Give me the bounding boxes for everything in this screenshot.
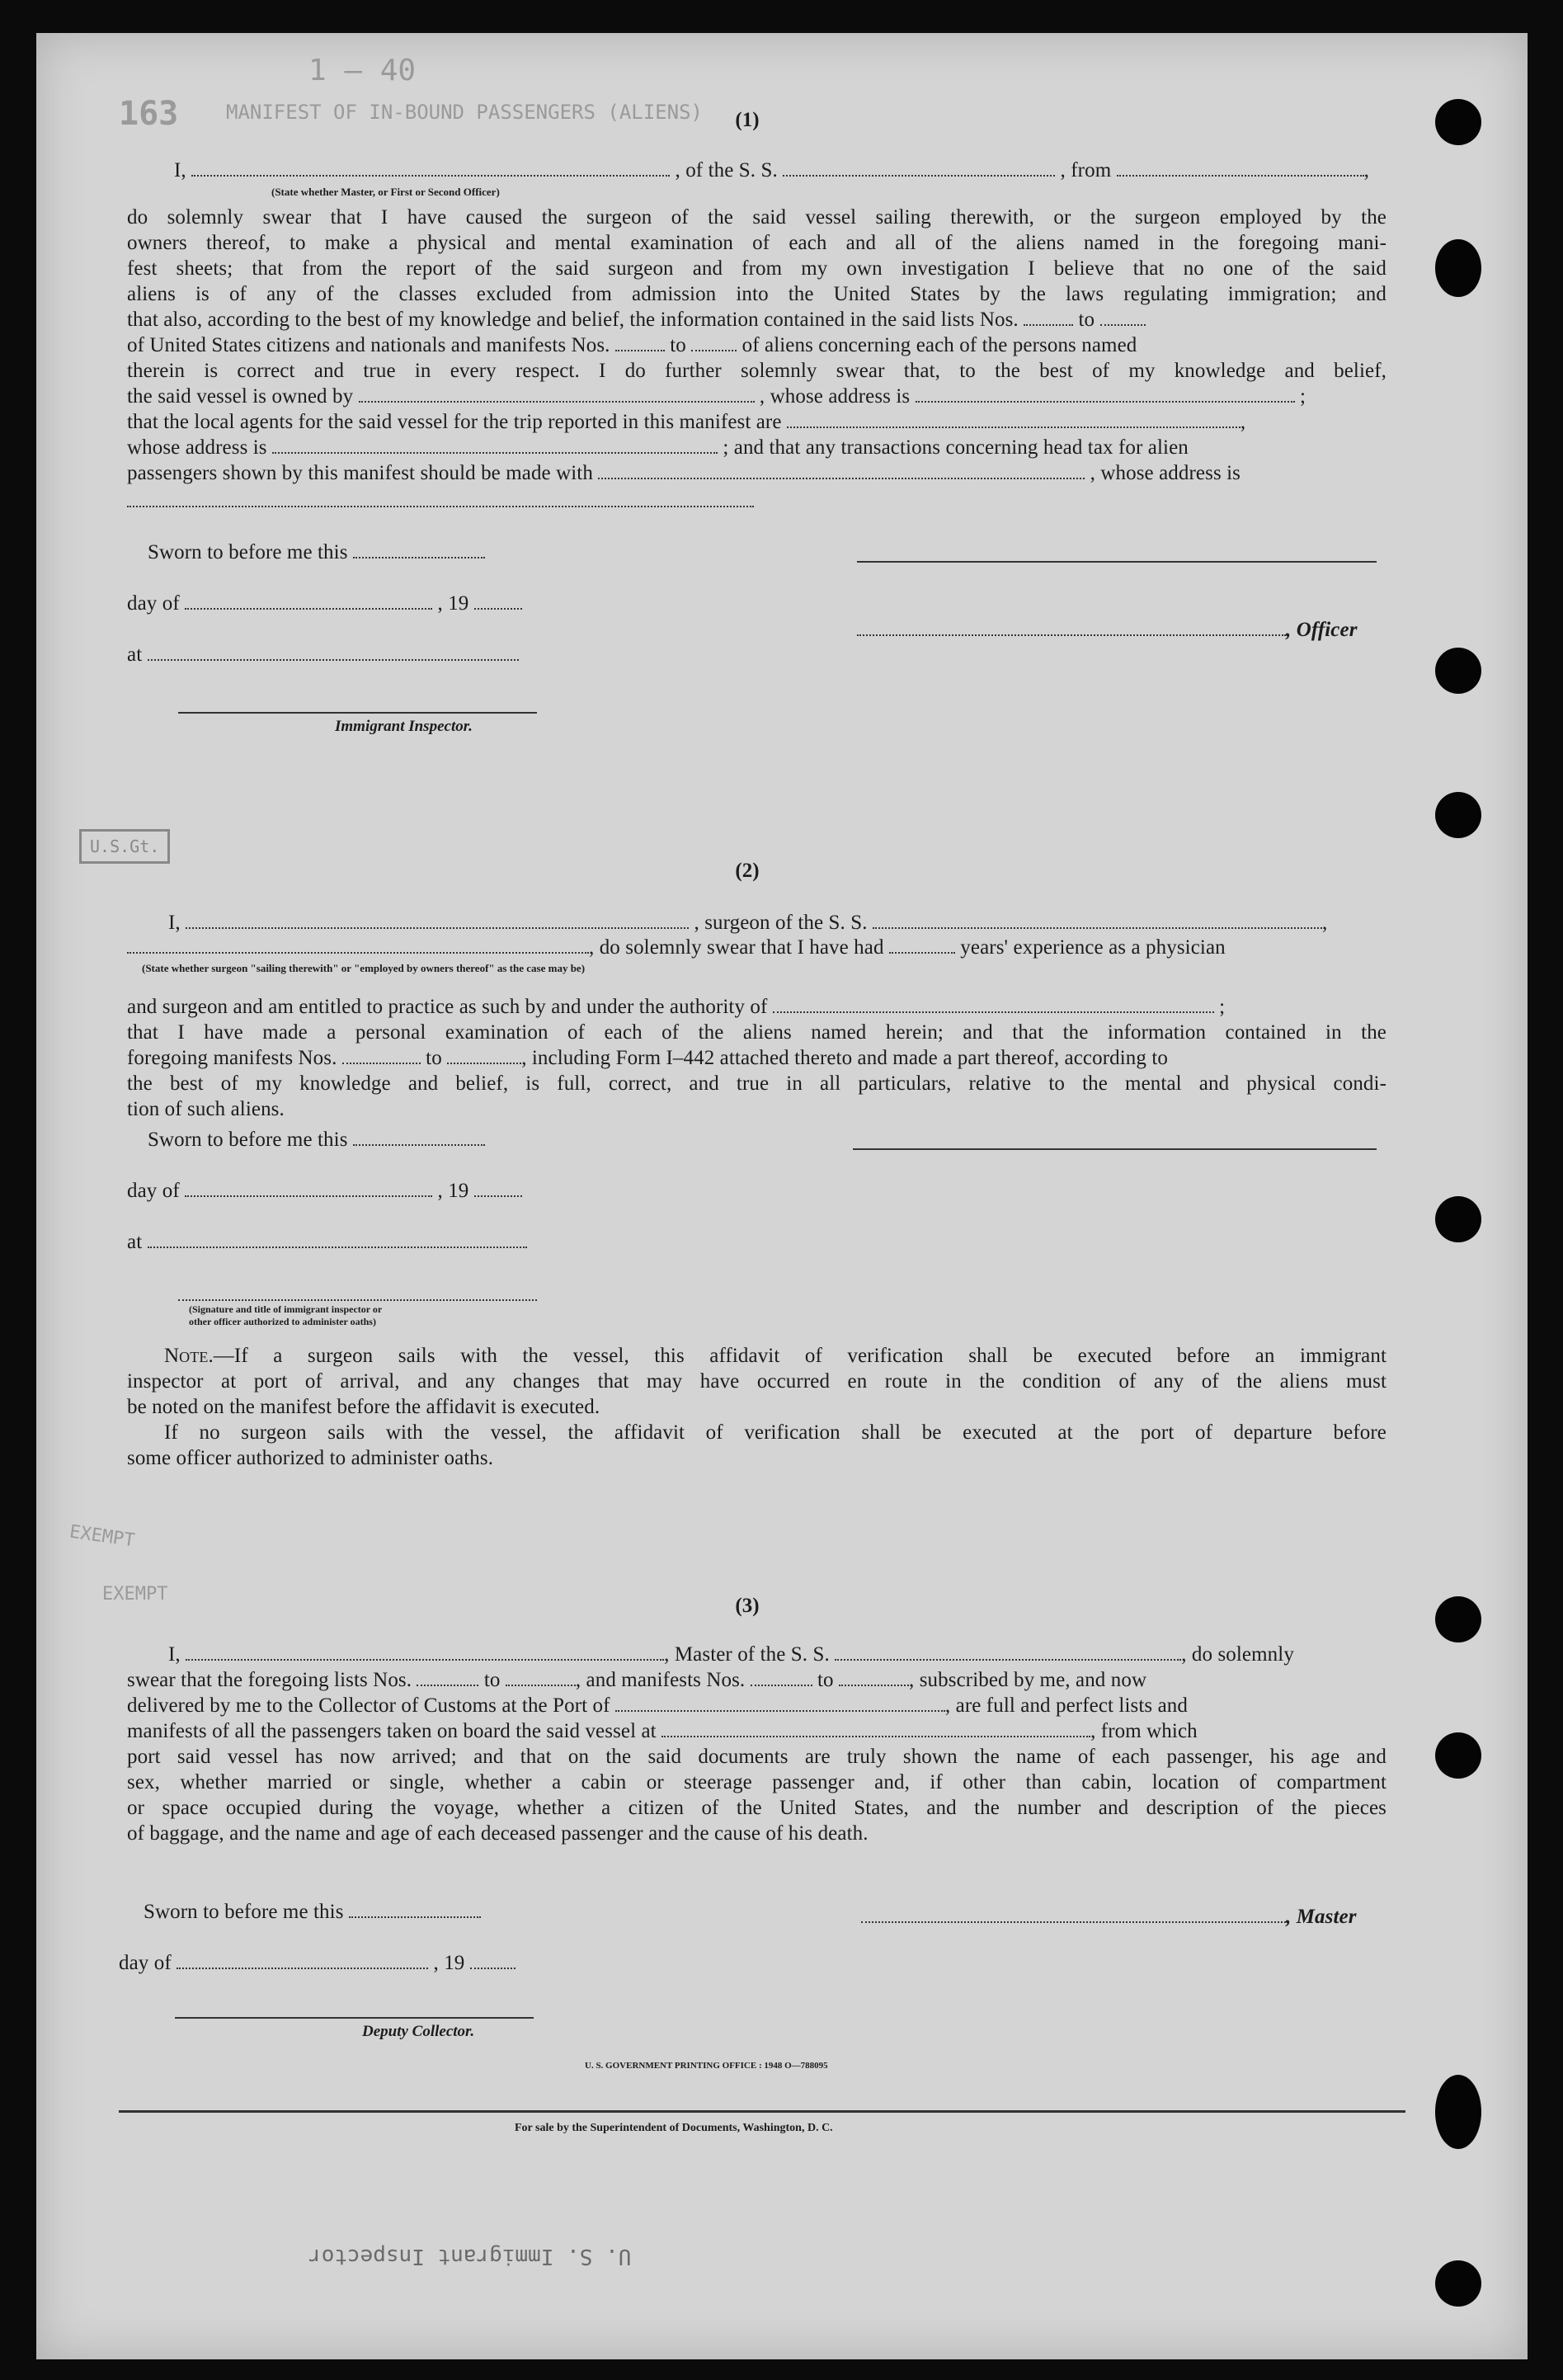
s3-departure-line: [127, 1720, 1198, 1743]
officer-name-field[interactable]: [191, 160, 670, 177]
s2-at-line: [127, 1231, 527, 1254]
lists-to-field[interactable]: [1100, 309, 1146, 326]
sworn-date-field[interactable]: [353, 1129, 485, 1146]
signature-caption: (Signature and title of immigrant inspector or: [189, 1303, 383, 1315]
master-name-field[interactable]: [186, 1644, 664, 1661]
s3-paragraph-line: or space occupied during the voyage, whether a citizen of the United States, and the number and description of the pieces: [127, 1797, 1386, 1819]
to-label: to: [483, 1669, 501, 1691]
inspector-signature-line[interactable]: [178, 1299, 537, 1301]
day-field[interactable]: [185, 1181, 432, 1197]
sworn-label: Sworn to before me this: [148, 541, 348, 563]
faint-exempt-mark: EXEMPT: [68, 1521, 136, 1552]
s3-paragraph-line: sex, whether married or single, whether a cabin or steerage passenger and, if other than cabin, location of compartment: [127, 1771, 1386, 1793]
to-label: to: [1078, 309, 1095, 331]
sale-notice: For sale by the Superintendent of Documents, Washington, D. C.: [515, 2122, 833, 2134]
officer-signature-line[interactable]: [857, 561, 1377, 563]
master-label: , Master: [1286, 1906, 1357, 1928]
address-label: whose address is: [127, 436, 267, 459]
manifests-to-field[interactable]: [691, 335, 737, 351]
year-label: , 19: [437, 1180, 469, 1202]
form-label: , including Form I–442 attached thereto and made a part thereof, according to: [521, 1047, 1168, 1069]
section-2-number: (2): [735, 860, 760, 882]
years-label: years' experience as a physician: [960, 936, 1226, 959]
s2-day-line: [127, 1180, 522, 1203]
s2-paragraph-line: tion of such aliens.: [127, 1098, 285, 1120]
master-of-label: , Master of the S. S.: [664, 1643, 830, 1666]
s1-sworn-line: [148, 541, 485, 564]
s3-day-line: [119, 1952, 516, 1975]
faint-page-number: 163: [119, 95, 179, 133]
departure-port-field[interactable]: [661, 1721, 1090, 1737]
s2-sworn-line: [148, 1129, 485, 1152]
s3-port-line: [127, 1694, 1188, 1718]
vessel-name-field[interactable]: [873, 912, 1322, 929]
year-field[interactable]: [474, 1181, 522, 1197]
year-label: , 19: [437, 592, 469, 615]
footer-rule: [119, 2110, 1405, 2113]
lists-from-field[interactable]: [417, 1670, 478, 1686]
owner-address-field[interactable]: [916, 386, 1295, 403]
year-field[interactable]: [470, 1953, 516, 1969]
agents-label: that the local agents for the said vessel for the trip reported in this manifest are: [127, 411, 782, 433]
punch-hole: [1435, 239, 1481, 297]
from-which-label: , from which: [1090, 1720, 1198, 1742]
punch-hole: [1435, 1732, 1481, 1779]
s1-manifests-line: [127, 334, 1137, 357]
gpo-imprint: U. S. GOVERNMENT PRINTING OFFICE : 1948 O—788095: [585, 2061, 828, 2071]
at-label: at: [127, 643, 143, 666]
punch-hole: [1435, 1196, 1481, 1242]
signature-caption: other officer authorized to administer oaths): [189, 1316, 376, 1327]
note-line: inspector at port of arrival, and any changes that may have occurred en route in the condition of any of the aliens must: [127, 1370, 1386, 1393]
s2-paragraph-line: that I have made a personal examination of each of the aliens named herein; and that the information contained in the: [127, 1021, 1386, 1044]
i-label: I,: [168, 912, 181, 934]
s1-paragraph-line: owners thereof, to make a physical and mental examination of each and all of the aliens named in the foregoing mani-: [127, 232, 1386, 254]
surgeon-name-field[interactable]: [186, 912, 689, 929]
year-field[interactable]: [474, 593, 522, 610]
s2-paragraph-line: the best of my knowledge and belief, is full, correct, and true in all particulars, relative to the mental and physical condi-: [127, 1072, 1386, 1095]
manifests-from-field[interactable]: [751, 1670, 812, 1686]
to-label: to: [817, 1669, 834, 1691]
day-field[interactable]: [185, 593, 432, 610]
s1-paragraph-line: aliens is of any of the classes excluded from admission into the United States by the laws regulating immigration; and: [127, 283, 1386, 305]
note-line: some officer authorized to administer oaths.: [127, 1447, 494, 1469]
s1-agents-line: that the local agents for the said vessel for the trip reported in this manifest are ,: [127, 411, 1246, 433]
swear-label: , do solemnly swear that I have had: [589, 936, 884, 959]
manifests-to-field[interactable]: [839, 1670, 909, 1686]
place-field[interactable]: [148, 644, 519, 661]
punch-hole: [1435, 648, 1481, 694]
note-line: [164, 1345, 1386, 1368]
s1-headtax-line: [127, 462, 1241, 485]
punch-hole: [1435, 792, 1481, 838]
master-signature-field[interactable]: [861, 1906, 1286, 1923]
day-field[interactable]: [177, 1953, 428, 1969]
manifests-label: , and manifests Nos.: [575, 1669, 746, 1691]
authority-label: and surgeon and am entitled to practice as such by and under the authority of: [127, 996, 768, 1018]
note-text: —If a surgeon sails with the vessel, this affidavit of verification shall be executed before an immigrant: [213, 1345, 1386, 1367]
deputy-collector-signature-line[interactable]: [175, 2017, 534, 2019]
faint-header-title: MANIFEST OF IN-BOUND PASSENGERS (ALIENS): [226, 101, 703, 124]
semicolon: ;: [1299, 385, 1306, 408]
from-label: , from: [1060, 159, 1112, 181]
sworn-date-field[interactable]: [353, 542, 485, 558]
authority-field[interactable]: [773, 997, 1214, 1013]
lists-from-field[interactable]: [1024, 309, 1073, 326]
surgeon-caption: (State whether surgeon "sailing therewith" or "employed by owners thereof" as the case may be): [142, 962, 586, 974]
manifests-from-field[interactable]: [615, 335, 665, 351]
s2-surgeon-line: I, , surgeon of the S. S. ,: [168, 912, 1328, 934]
s1-lists-line: [127, 309, 1146, 332]
sworn-label: Sworn to before me this: [148, 1129, 348, 1151]
officer-title-field[interactable]: [857, 620, 1286, 636]
s2-experience-line: [127, 936, 1226, 959]
vessel-name-field[interactable]: [783, 160, 1055, 177]
head-tax-party-field[interactable]: [598, 463, 1085, 479]
address-label: , whose address is: [759, 385, 911, 408]
s3-sworn-line: [144, 1901, 481, 1924]
place-field[interactable]: [148, 1232, 527, 1248]
lists-to-field[interactable]: [506, 1670, 576, 1686]
manifests-label: of United States citizens and nationals and manifests Nos.: [127, 334, 610, 356]
at-label: at: [127, 1231, 143, 1253]
punch-hole: [1435, 2075, 1481, 2149]
s1-at-line: [127, 643, 519, 667]
surgeon-of-label: , surgeon of the S. S.: [694, 912, 868, 934]
section-1-officer-line: I, , of the S. S. , from ,: [174, 159, 1369, 181]
from-port-field[interactable]: [1117, 160, 1364, 177]
day-of-label: day of: [127, 592, 180, 615]
inspector-caption: Immigrant Inspector.: [335, 718, 473, 735]
semicolon: ;: [1219, 996, 1226, 1018]
s3-lists-line: [127, 1669, 1146, 1692]
section-3-number: (3): [735, 1595, 760, 1617]
manifests-to-field[interactable]: [447, 1048, 521, 1064]
i-label: I,: [174, 159, 186, 181]
manifests-from-field[interactable]: [342, 1048, 421, 1064]
s3-paragraph-line: port said vessel has now arrived; and that on the said documents are truly shown the name of each passenger, his age and: [127, 1746, 1386, 1768]
faint-exempt-mark: EXEMPT: [102, 1584, 168, 1605]
s3-master-signature-line: [861, 1906, 1357, 1929]
punch-hole: [1435, 1596, 1481, 1642]
officer-label: , Officer: [1286, 619, 1358, 641]
s1-day-line: [127, 592, 522, 615]
inspector-signature-line[interactable]: [178, 712, 537, 714]
faint-inspector-stamp: U. S. Immigrant Inspector: [308, 2244, 632, 2269]
owner-field[interactable]: [359, 386, 755, 403]
faint-header-top: 1 — 40: [308, 54, 417, 87]
s3-paragraph-line: of baggage, and the name and age of each deceased passenger and the cause of his death.: [127, 1822, 869, 1845]
aliens-label: of aliens concerning each of the persons named: [741, 334, 1137, 356]
port-field[interactable]: [615, 1695, 945, 1712]
s1-paragraph-line: therein is correct and true in every respect. I do further solemnly swear that, to the best of my knowledge and belief,: [127, 360, 1386, 382]
punch-hole: [1435, 99, 1481, 145]
sworn-date-field[interactable]: [349, 1902, 481, 1918]
s1-paragraph-line: do solemnly swear that I have caused the surgeon of the said vessel sailing therewith, or the surgeon employed by the: [127, 206, 1386, 229]
full-lists-label: , are full and perfect lists and: [944, 1694, 1188, 1717]
officer-caption: (State whether Master, or First or Second Officer): [271, 186, 500, 198]
i-label: I,: [168, 1643, 181, 1666]
day-of-label: day of: [119, 1952, 172, 1974]
s2-manifests-line: [127, 1047, 1168, 1070]
deputy-collector-caption: Deputy Collector.: [362, 2023, 475, 2040]
collector-label: delivered by me to the Collector of Customs at the Port of: [127, 1694, 610, 1717]
surgeon-status-field[interactable]: [127, 937, 589, 954]
s1-paragraph-line: fest sheets; that from the report of the said surgeon and from my own investigation I believe that no one of the said: [127, 257, 1386, 280]
taken-on-board-label: manifests of all the passengers taken on board the said vessel at: [127, 1720, 657, 1742]
made-with-label: passengers shown by this manifest should be made with: [127, 462, 593, 484]
note-label: Note.: [164, 1345, 214, 1367]
note-line: be noted on the manifest before the affidavit is executed.: [127, 1396, 600, 1418]
s3-master-line: [168, 1643, 1294, 1666]
agent-address-field[interactable]: [272, 437, 718, 454]
note-line: If no surgeon sails with the vessel, the affidavit of verification shall be executed at the port of departure before: [164, 1421, 1386, 1444]
s1-agent-address-line: [127, 436, 1189, 460]
vessel-name-field[interactable]: [835, 1644, 1181, 1661]
s2-authority-line: [127, 996, 1225, 1019]
owned-by-label: the said vessel is owned by: [127, 385, 354, 408]
year-label: , 19: [433, 1952, 465, 1974]
faint-stamp: U.S.Gt.: [79, 829, 170, 864]
s1-owner-line: [127, 385, 1306, 408]
s1-officer-title-line: [857, 619, 1358, 642]
subscribed-label: , subscribed by me, and now: [909, 1669, 1147, 1691]
surgeon-signature-line[interactable]: [853, 1148, 1377, 1150]
day-of-label: day of: [127, 1180, 180, 1202]
manifest-back-page: [36, 33, 1528, 2359]
to-label: to: [670, 334, 686, 356]
years-field[interactable]: [889, 937, 955, 954]
section-1-number: (1): [735, 109, 760, 131]
head-tax-label: ; and that any transactions concerning head tax for alien: [723, 436, 1189, 459]
lists-label: that also, according to the best of my knowledge and belief, the information contained in the said lists Nos.: [127, 309, 1019, 331]
address-label: , whose address is: [1090, 462, 1241, 484]
manifests-label: foregoing manifests Nos.: [127, 1047, 337, 1069]
to-label: to: [426, 1047, 442, 1069]
agents-field[interactable]: [787, 412, 1241, 428]
solemnly-label: , do solemnly: [1181, 1643, 1294, 1666]
lists-label: swear that the foregoing lists Nos.: [127, 1669, 412, 1691]
address-continuation-field[interactable]: [127, 506, 754, 507]
sworn-label: Sworn to before me this: [144, 1901, 344, 1923]
of-ss-label: , of the S. S.: [675, 159, 778, 181]
punch-hole: [1435, 2260, 1481, 2307]
